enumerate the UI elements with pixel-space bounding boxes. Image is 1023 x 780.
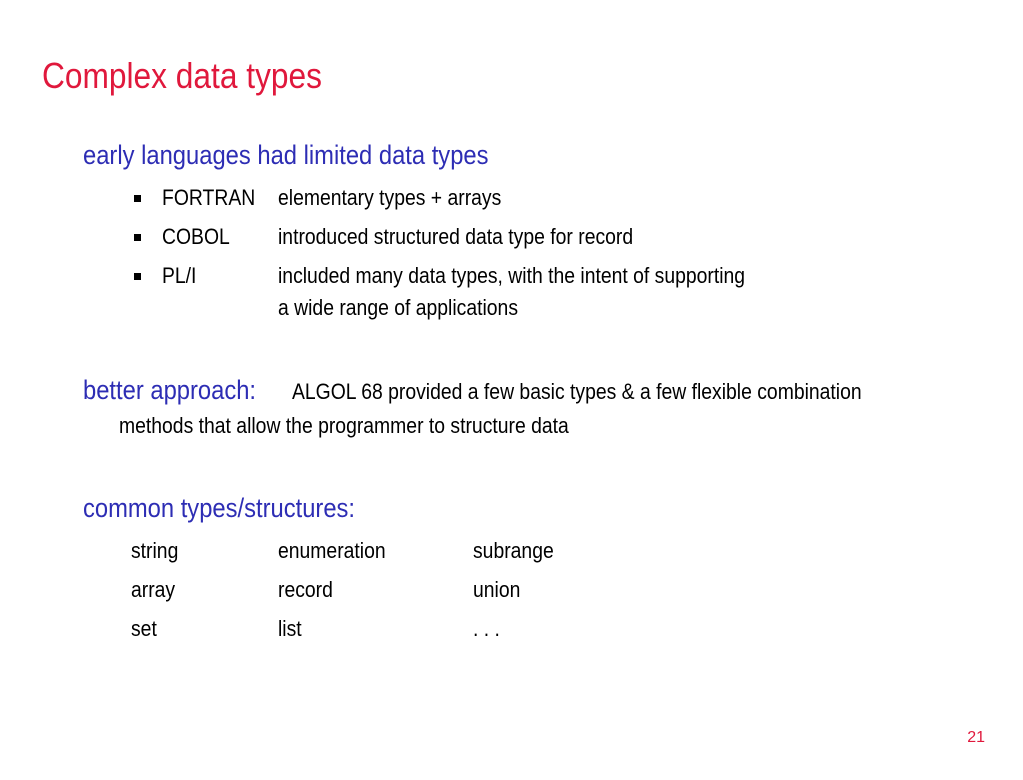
type-cell: union: [473, 577, 521, 602]
better-approach-text-line2: methods that allow the programmer to structure data: [119, 413, 569, 438]
desc-pli-line2: a wide range of applications: [278, 295, 519, 320]
page-number: 21: [967, 729, 985, 746]
type-cell: enumeration: [278, 538, 386, 563]
type-cell: record: [278, 577, 333, 602]
desc-cobol: introduced structured data type for record: [278, 224, 634, 249]
type-cell: list: [278, 616, 302, 641]
bullet-icon: [134, 234, 141, 241]
desc-fortran: elementary types + arrays: [278, 185, 502, 210]
type-cell: array: [131, 577, 176, 602]
type-cell: . . .: [473, 616, 500, 641]
lang-fortran: FORTRAN: [162, 185, 256, 210]
section-heading-early-languages: early languages had limited data types: [83, 140, 489, 170]
bullet-icon: [134, 273, 141, 280]
desc-pli: included many data types, with the intent of supporting: [278, 263, 746, 288]
bullet-icon: [134, 195, 141, 202]
section-heading-better-approach: better approach:: [83, 375, 257, 405]
lang-cobol: COBOL: [162, 224, 230, 249]
lang-pli: PL/I: [162, 263, 197, 288]
section-heading-common-types: common types/structures:: [83, 493, 356, 523]
type-cell: subrange: [473, 538, 554, 563]
type-cell: string: [131, 538, 179, 563]
type-cell: set: [131, 616, 157, 641]
better-approach-text: ALGOL 68 provided a few basic types & a few flexible combination: [292, 379, 862, 404]
slide-title: Complex data types: [42, 55, 322, 96]
